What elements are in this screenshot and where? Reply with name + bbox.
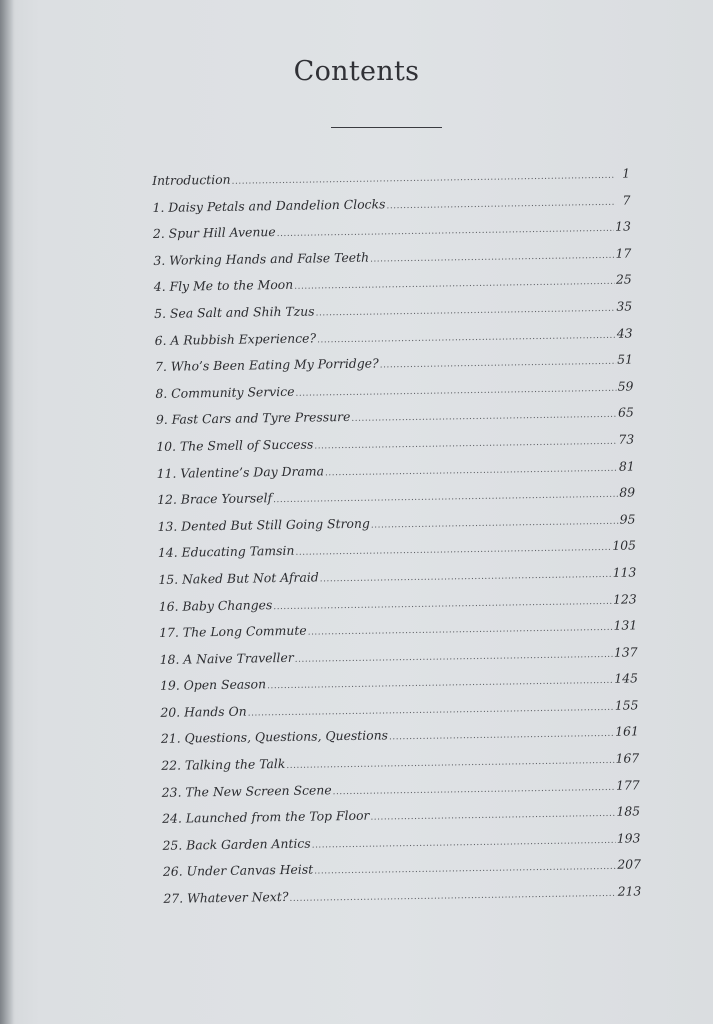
toc-entry-page-number: 177	[615, 777, 640, 793]
toc-entry-title: 13. Dented But Still Going Strong	[157, 515, 370, 534]
dot-leader	[295, 650, 613, 665]
toc-entry-page-number: 43	[616, 325, 633, 341]
toc-entry-title: 7. Who’s Been Eating My Porridge?	[154, 355, 379, 375]
toc-entry-page-number: 7	[622, 192, 631, 208]
toc-entry-page-number: 1	[622, 165, 631, 181]
toc-entry-title: 17. The Long Commute	[159, 622, 307, 641]
toc-entry-page-number: 89	[619, 484, 636, 500]
dot-leader	[370, 251, 615, 265]
toc-entry-page-number: 105	[612, 537, 637, 554]
toc-entry-title: 5. Sea Salt and Shih Tzus	[154, 303, 315, 321]
toc-entry-title: 12. Brace Yourself	[157, 490, 273, 508]
toc-entry-page-number: 167	[615, 750, 640, 766]
title-divider	[331, 127, 442, 128]
dot-leader	[273, 596, 612, 611]
toc-entry-page-number: 161	[615, 723, 639, 740]
toc-entry-page-number: 123	[612, 590, 637, 607]
dot-leader	[317, 330, 616, 345]
toc-entry-title: 21. Questions, Questions, Questions	[160, 727, 389, 747]
dot-leader	[308, 623, 613, 638]
toc-entry-page-number: 185	[616, 803, 641, 820]
toc-entry-title: 3. Working Hands and False Teeth	[153, 249, 370, 268]
dot-leader	[312, 836, 616, 851]
dot-leader	[314, 862, 616, 877]
dot-leader	[273, 490, 618, 505]
dot-leader	[295, 543, 611, 558]
toc-entry-title: 10. The Smell of Success	[156, 436, 314, 454]
toc-entry-title: Introduction	[152, 171, 231, 188]
dot-leader	[286, 756, 614, 771]
table-of-contents	[152, 165, 642, 917]
toc-entry-title: 20. Hands On	[160, 703, 247, 720]
dot-leader	[325, 463, 618, 478]
dot-leader	[320, 570, 612, 585]
dot-leader	[370, 809, 615, 823]
dot-leader	[314, 437, 617, 452]
dot-leader	[380, 357, 617, 371]
toc-entry-page-number: 213	[617, 883, 642, 899]
toc-entry-page-number: 73	[618, 431, 635, 447]
toc-entry-page-number: 131	[613, 617, 638, 633]
toc-entry-page-number: 13	[614, 218, 632, 234]
toc-entry-title: 26. Under Canvas Heist	[162, 861, 314, 880]
dot-leader	[277, 224, 615, 239]
toc-entry-title: 9. Fast Cars and Tyre Pressure	[155, 409, 351, 428]
toc-entry-page-number: 81	[618, 457, 635, 474]
toc-entry-page-number: 17	[615, 245, 632, 261]
toc-entry-title: 1. Daisy Petals and Dandelion Clocks	[152, 195, 386, 215]
toc-entry-page-number: 95	[619, 511, 636, 527]
spine-shadow	[0, 0, 14, 1024]
dot-leader	[289, 889, 616, 904]
toc-entry-title: 19. Open Season	[159, 676, 267, 694]
toc-entry-title: 16. Baby Changes	[158, 596, 273, 614]
dot-leader	[294, 277, 615, 292]
dot-leader	[386, 197, 615, 211]
toc-entry-title: 18. A Naive Traveller	[159, 649, 294, 667]
toc-entry-page-number: 145	[614, 670, 639, 687]
dot-leader	[351, 410, 617, 424]
toc-entry-title: 22. Talking the Talk	[161, 756, 286, 773]
toc-entry-page-number: 137	[613, 644, 638, 660]
toc-entry-page-number: 113	[612, 564, 637, 580]
toc-entry-page-number: 25	[615, 271, 632, 288]
page-title: Contents	[293, 56, 420, 87]
toc-entry-page-number: 155	[614, 697, 639, 713]
toc-entry-page-number: 207	[617, 856, 642, 873]
toc-entry-title: 27. Whatever Next?	[163, 888, 289, 906]
dot-leader	[267, 676, 613, 691]
toc-entry-page-number: 51	[617, 351, 634, 367]
toc-entry-title: 8. Community Service	[155, 383, 295, 401]
dot-leader	[248, 703, 614, 719]
dot-leader	[371, 516, 619, 530]
dot-leader	[316, 304, 616, 319]
toc-entry-page-number: 65	[617, 404, 634, 421]
dot-leader	[389, 729, 614, 743]
toc-entry-title: 23. The New Screen Scene	[161, 781, 332, 800]
dot-leader	[295, 383, 616, 398]
toc-entry-title: 24. Launched from the Top Floor	[162, 807, 370, 827]
toc-entry-title: 6. A Rubbish Experience?	[154, 330, 317, 348]
toc-entry-page-number: 59	[617, 378, 634, 394]
dot-leader	[232, 171, 616, 187]
toc-entry-title: 11. Valentine’s Day Drama	[156, 462, 325, 481]
toc-entry-title: 15. Naked But Not Afraid	[158, 569, 319, 587]
toc-entry-title: 14. Educating Tamsin	[157, 543, 295, 561]
dot-leader	[333, 782, 616, 796]
toc-entry-title: 2. Spur Hill Avenue	[152, 224, 276, 242]
toc-entry-title: 25. Back Garden Antics	[162, 835, 311, 853]
toc-entry-page-number: 35	[616, 298, 633, 314]
toc-entry-page-number: 193	[616, 830, 641, 846]
toc-entry-title: 4. Fly Me to the Moon	[153, 277, 294, 295]
